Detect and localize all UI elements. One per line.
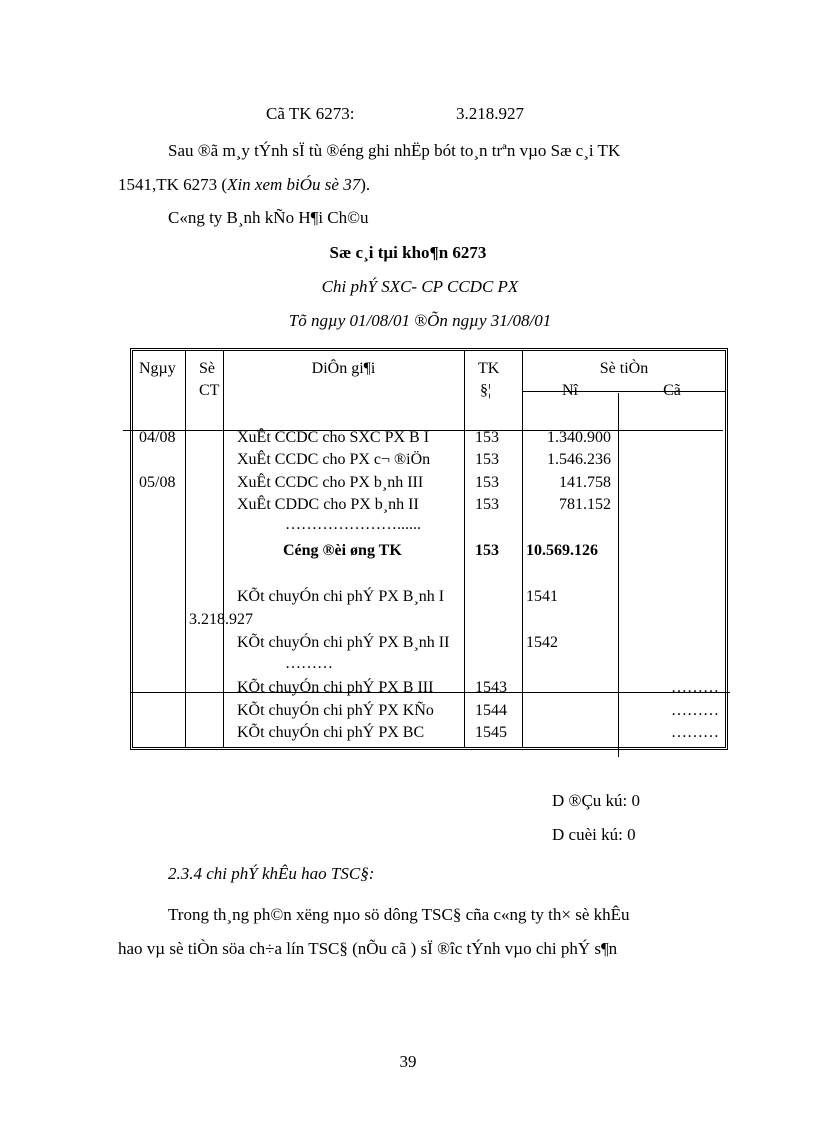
header-date: Ngµy (139, 360, 176, 377)
transfer-desc: KÕt chuyÓn chi phÝ PX B¸nh I (237, 588, 445, 605)
ledger-title: Sæ c¸i tµi kho¶n 6273 (329, 243, 487, 262)
total-acct: 153 (475, 542, 499, 559)
section-heading: 2.3.4 chi phÝ khÊu hao TSC§: (168, 864, 375, 883)
transfer-acct: 1544 (475, 702, 507, 719)
transfer-desc: KÕt chuyÓn chi phÝ PX BC (237, 724, 425, 741)
page-number: 39 (399, 1052, 417, 1071)
dots-row: …………………...... (285, 516, 421, 533)
header-acct-top: TK (478, 360, 500, 377)
transfer-credit: ……… (671, 702, 719, 719)
col-divider-acct (522, 351, 523, 747)
para1-line1: Sau ®ã m¸y tÝnh sÏ tù ®éng ghi nhËp bót to¸n trªn vµo Sæ c¸i TK (168, 141, 621, 160)
para1-line2-suffix: ). (360, 175, 371, 194)
para1-line2-prefix: 1541,TK 6273 ( (118, 175, 228, 194)
row-date: 05/08 (139, 474, 176, 491)
transfer-acct: 1542 (526, 634, 558, 651)
opening-balance: D ®Çu kú: 0 (552, 791, 641, 810)
para2-line1: Trong th¸ng ph©n xëng nµo sö dông TSC§ cña c«ng ty th× sè khÊu (168, 905, 630, 924)
transfer-desc: KÕt chuyÓn chi phÝ PX B III (237, 679, 434, 696)
transfer-acct: 1541 (526, 588, 558, 605)
header-desc: DiÔn gi¶i (311, 360, 376, 377)
total-debit: 10.569.126 (526, 542, 598, 559)
header-doc-bottom: CT (199, 382, 220, 399)
row-desc: XuÊt CCDC cho PX b¸nh III (237, 474, 424, 491)
col-divider-debit (618, 393, 619, 757)
transfer-acct: 1545 (475, 724, 507, 741)
header-amount: Sè tiÒn (599, 360, 649, 377)
transfer-acct: 1543 (475, 679, 507, 696)
transfer-credit: ……… (671, 724, 719, 741)
row-debit: 1.546.236 (547, 451, 611, 468)
row-acct: 153 (475, 451, 499, 468)
row-date: 04/08 (139, 429, 176, 446)
row-debit: 781.152 (559, 496, 611, 513)
ledger-period: Tõ ngµy 01/08/01 ®Õn ngµy 31/08/01 (288, 311, 552, 330)
transfer-desc: KÕt chuyÓn chi phÝ PX KÑo (237, 702, 434, 719)
row-desc: XuÊt CDDC cho PX b¸nh II (237, 496, 419, 513)
col-divider-doc (223, 351, 224, 747)
co-tk-label: Cã TK 6273: (266, 104, 355, 123)
header-credit: Cã (663, 382, 681, 399)
col-divider-desc (464, 351, 465, 747)
ledger-subtitle: Chi phÝ SXC- CP CCDC PX (321, 277, 519, 296)
ledger-table (130, 348, 728, 750)
company-name: C«ng ty B¸nh kÑo H¶i Ch©u (168, 208, 369, 227)
row-debit: 141.758 (559, 474, 611, 491)
row-acct: 153 (475, 474, 499, 491)
total-label: Céng ®èi øng TK (283, 542, 402, 559)
para1-line2-italic: Xin xem biÓu sè 37 (227, 175, 361, 194)
para2-line2: hao vµ sè tiÒn söa ch÷a lín TSC§ (nÕu cã ) sÏ ®îc tÝnh vµo chi phÝ s¶n (118, 939, 618, 958)
header-doc-top: Sè (199, 360, 215, 377)
row-desc: XuÊt CCDC cho SXC PX B I (237, 429, 430, 446)
co-tk-value: 3.218.927 (456, 104, 524, 123)
col-divider-date (185, 351, 186, 747)
row-desc: XuÊt CCDC cho PX c¬ ®iÖn (237, 451, 431, 468)
closing-balance: D cuèi kú: 0 (552, 825, 636, 844)
row-acct: 153 (475, 429, 499, 446)
header-acct-bottom: §¦ (480, 382, 492, 399)
row-debit: 1.340.900 (547, 429, 611, 446)
para1-line2 (118, 175, 370, 195)
transfer-credit: ……… (671, 679, 719, 696)
dots-row-small: ……… (285, 655, 333, 672)
transfer-desc: KÕt chuyÓn chi phÝ PX B¸nh II (237, 634, 450, 651)
transfer-amount: 3.218.927 (189, 611, 253, 628)
header-debit: Nî (562, 382, 578, 399)
row-acct: 153 (475, 496, 499, 513)
